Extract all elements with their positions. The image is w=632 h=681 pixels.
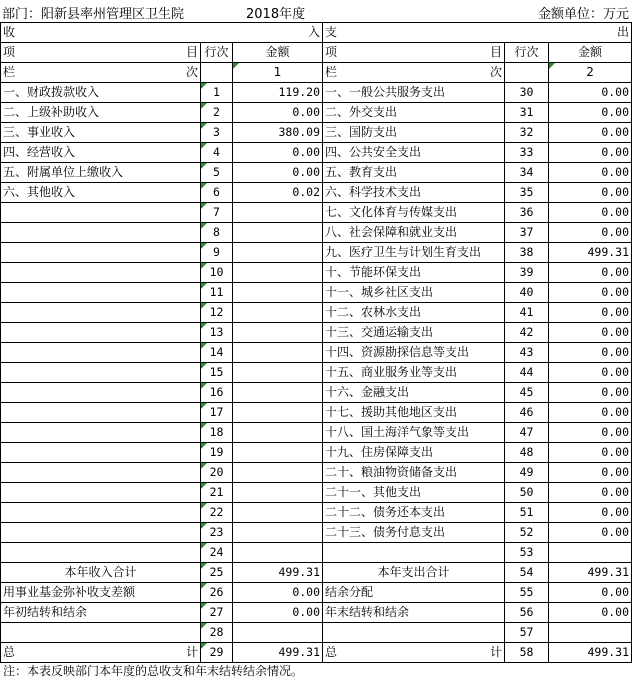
- expense-item: 七、文化体育与传媒支出: [323, 203, 505, 223]
- income-item: [1, 383, 201, 403]
- table-row: [1, 503, 632, 523]
- income-row-no: 4: [201, 143, 233, 163]
- expense-amount: 0.00: [549, 283, 632, 303]
- income-row-no: 13: [201, 323, 233, 343]
- expense-title-right: 出: [617, 25, 630, 39]
- income-amount: [233, 423, 323, 443]
- table-row: [1, 303, 632, 323]
- income-amount: [233, 303, 323, 323]
- expense-row-no: 48: [505, 443, 549, 463]
- expense-amount: 0.00: [549, 483, 632, 503]
- expense-amount: 0.00: [549, 83, 632, 103]
- income-amount: [233, 483, 323, 503]
- expense-row-no: 52: [505, 523, 549, 543]
- income-row-no: 14: [201, 343, 233, 363]
- expense-amount: 0.00: [549, 123, 632, 143]
- expense-item: 一、一般公共服务支出: [323, 83, 505, 103]
- expense-row-no: 32: [505, 123, 549, 143]
- expense-amount: 0.00: [549, 223, 632, 243]
- fund-gap-row-no: 26: [201, 583, 233, 603]
- table-row: [1, 103, 632, 123]
- income-item: [1, 523, 201, 543]
- table-row: [1, 443, 632, 463]
- table-row: [1, 183, 632, 203]
- income-amount: [233, 383, 323, 403]
- income-row-no: 1: [201, 83, 233, 103]
- income-column-label: 栏 次: [1, 63, 201, 83]
- column-number-row: [1, 63, 632, 83]
- expense-row-no: 38: [505, 243, 549, 263]
- income-amount: [233, 443, 323, 463]
- begin-balance-amount: 0.00: [233, 603, 323, 623]
- expense-item: 五、教育支出: [323, 163, 505, 183]
- income-row-no: 23: [201, 523, 233, 543]
- expense-row-no: 33: [505, 143, 549, 163]
- income-amount: 380.09: [233, 123, 323, 143]
- expense-row-no: 51: [505, 503, 549, 523]
- income-column-blank: [201, 63, 233, 83]
- table-row: [1, 483, 632, 503]
- income-item: 一、财政拨款收入: [1, 83, 201, 103]
- expense-row-no: 43: [505, 343, 549, 363]
- income-amount: [233, 283, 323, 303]
- expense-total-amount: 499.31: [549, 563, 632, 583]
- expense-amount: 0.00: [549, 263, 632, 283]
- expense-amount: 0.00: [549, 103, 632, 123]
- income-item: [1, 303, 201, 323]
- income-amount: [233, 263, 323, 283]
- report-year: 2018年度: [246, 7, 306, 22]
- expense-item: 三、国防支出: [323, 123, 505, 143]
- income-item: [1, 483, 201, 503]
- expense-item: 四、公共安全支出: [323, 143, 505, 163]
- expense-row-no: 53: [505, 543, 549, 563]
- table-row: [1, 263, 632, 283]
- column-header-row: [1, 43, 632, 63]
- expense-amount: 0.00: [549, 423, 632, 443]
- expense-column-label: 栏 次: [323, 63, 505, 83]
- end-balance-row-no: 56: [505, 603, 549, 623]
- expense-row-no: 42: [505, 323, 549, 343]
- table-row: [1, 323, 632, 343]
- expense-item: 十四、资源勘探信息等支出: [323, 343, 505, 363]
- expense-item: 十、节能环保支出: [323, 263, 505, 283]
- income-item-header: 项 目: [1, 43, 201, 63]
- income-row-no: 3: [201, 123, 233, 143]
- income-row-no: 22: [201, 503, 233, 523]
- grand-total-row: [1, 643, 632, 663]
- expense-row-no: 49: [505, 463, 549, 483]
- table-row: [1, 223, 632, 243]
- expense-row-no: 50: [505, 483, 549, 503]
- income-amount: [233, 343, 323, 363]
- expense-row-no: 36: [505, 203, 549, 223]
- income-amount: [233, 223, 323, 243]
- income-amount: [233, 203, 323, 223]
- income-row-no: 16: [201, 383, 233, 403]
- income-item: [1, 443, 201, 463]
- income-column-number: 1: [233, 63, 323, 83]
- income-amount-header: 金额: [233, 43, 323, 63]
- blank-expense-item: [323, 623, 505, 643]
- income-item: [1, 343, 201, 363]
- table-row: [1, 123, 632, 143]
- amount-unit: 金额单位：万元: [537, 7, 629, 22]
- expense-amount: 0.00: [549, 363, 632, 383]
- income-row-header: 行次: [201, 43, 233, 63]
- expense-amount: 0.00: [549, 303, 632, 323]
- table-row: [1, 83, 632, 103]
- grand-total-income-amount: 499.31: [233, 643, 323, 663]
- expense-item: 九、医疗卫生与计划生育支出: [323, 243, 505, 263]
- grand-total-expense-row-no: 58: [505, 643, 549, 663]
- income-item: [1, 203, 201, 223]
- expense-amount: 0.00: [549, 203, 632, 223]
- expense-total-label: 本年支出合计: [323, 563, 505, 583]
- income-item: [1, 223, 201, 243]
- expense-amount: 0.00: [549, 463, 632, 483]
- surplus-dist-amount: 0.00: [549, 583, 632, 603]
- fund-gap-amount: 0.00: [233, 583, 323, 603]
- income-amount: [233, 463, 323, 483]
- total-row: [1, 563, 632, 583]
- expense-amount: 0.00: [549, 503, 632, 523]
- income-row-no: 2: [201, 103, 233, 123]
- expense-amount: 0.00: [549, 143, 632, 163]
- income-amount: [233, 503, 323, 523]
- expense-row-header: 行次: [505, 43, 549, 63]
- expense-item: 十三、交通运输支出: [323, 323, 505, 343]
- expense-row-no: 46: [505, 403, 549, 423]
- end-balance-amount: 0.00: [549, 603, 632, 623]
- blank-income-item: [1, 623, 201, 643]
- income-title-cell: [1, 23, 323, 43]
- department-label: 部门：阳新县率州管理区卫生院: [2, 7, 185, 22]
- income-amount: [233, 323, 323, 343]
- income-item: [1, 283, 201, 303]
- table-row: [1, 423, 632, 443]
- income-title-left: 收: [3, 25, 16, 39]
- income-row-no: 12: [201, 303, 233, 323]
- income-item: [1, 263, 201, 283]
- income-row-no: 15: [201, 363, 233, 383]
- expense-item: 二十三、债务付息支出: [323, 523, 505, 543]
- expense-item: 十六、金融支出: [323, 383, 505, 403]
- income-item: [1, 463, 201, 483]
- expense-total-row-no: 54: [505, 563, 549, 583]
- income-row-no: 20: [201, 463, 233, 483]
- income-amount: [233, 543, 323, 563]
- table-row: [1, 523, 632, 543]
- expense-amount: 0.00: [549, 383, 632, 403]
- table-row: [1, 383, 632, 403]
- fund-gap-row: [1, 583, 632, 603]
- expense-item: [323, 543, 505, 563]
- expense-item: 十九、住房保障支出: [323, 443, 505, 463]
- income-amount: 0.00: [233, 163, 323, 183]
- income-row-no: 6: [201, 183, 233, 203]
- table-row: [1, 363, 632, 383]
- expense-amount: 0.00: [549, 183, 632, 203]
- income-row-no: 19: [201, 443, 233, 463]
- expense-item: 二、外交支出: [323, 103, 505, 123]
- table-row: [1, 543, 632, 563]
- income-item: [1, 243, 201, 263]
- expense-row-no: 39: [505, 263, 549, 283]
- income-total-amount: 499.31: [233, 563, 323, 583]
- income-amount: 0.00: [233, 103, 323, 123]
- expense-item: 十八、国土海洋气象等支出: [323, 423, 505, 443]
- footnote: 注：本表反映部门本年度的总收支和年末结转结余情况。: [3, 664, 304, 678]
- expense-row-no: 40: [505, 283, 549, 303]
- income-row-no: 18: [201, 423, 233, 443]
- income-expense-table: [0, 22, 632, 663]
- table-row: [1, 203, 632, 223]
- expense-row-no: 37: [505, 223, 549, 243]
- surplus-dist-label: 结余分配: [323, 583, 505, 603]
- income-row-no: 5: [201, 163, 233, 183]
- expense-row-no: 31: [505, 103, 549, 123]
- table-row: [1, 343, 632, 363]
- expense-amount: 0.00: [549, 323, 632, 343]
- expense-amount: 499.31: [549, 243, 632, 263]
- table-row: [1, 403, 632, 423]
- expense-amount-header: 金额: [549, 43, 632, 63]
- grand-total-expense-amount: 499.31: [549, 643, 632, 663]
- expense-title-left: 支: [325, 25, 338, 39]
- income-row-no: 7: [201, 203, 233, 223]
- income-row-no: 21: [201, 483, 233, 503]
- table-title-row: [1, 23, 632, 43]
- blank-row: [1, 623, 632, 643]
- expense-item: 二十、粮油物资储备支出: [323, 463, 505, 483]
- expense-row-no: 47: [505, 423, 549, 443]
- income-item: 二、上级补助收入: [1, 103, 201, 123]
- expense-amount: 0.00: [549, 403, 632, 423]
- income-item: [1, 323, 201, 343]
- expense-item: 十五、商业服务业等支出: [323, 363, 505, 383]
- income-row-no: 17: [201, 403, 233, 423]
- expense-item: 六、科学技术支出: [323, 183, 505, 203]
- expense-item: 八、社会保障和就业支出: [323, 223, 505, 243]
- expense-item-header: 项 目: [323, 43, 505, 63]
- income-row-no: 24: [201, 543, 233, 563]
- income-item: 四、经营收入: [1, 143, 201, 163]
- expense-row-no: 34: [505, 163, 549, 183]
- income-item: 三、事业收入: [1, 123, 201, 143]
- income-amount: 119.20: [233, 83, 323, 103]
- grand-total-income-label: 总 计: [1, 643, 201, 663]
- expense-row-no: 30: [505, 83, 549, 103]
- income-item: [1, 403, 201, 423]
- income-row-no: 8: [201, 223, 233, 243]
- expense-amount: 0.00: [549, 523, 632, 543]
- table-row: [1, 143, 632, 163]
- expense-amount: 0.00: [549, 343, 632, 363]
- income-item: [1, 363, 201, 383]
- end-balance-label: 年末结转和结余: [323, 603, 505, 623]
- fund-gap-label: 用事业基金弥补收支差额: [1, 583, 201, 603]
- grand-total-income-row-no: 29: [201, 643, 233, 663]
- income-item: 五、附属单位上缴收入: [1, 163, 201, 183]
- blank-expense-amount: [549, 623, 632, 643]
- table-row: [1, 283, 632, 303]
- expense-item: 二十二、债务还本支出: [323, 503, 505, 523]
- expense-item: 二十一、其他支出: [323, 483, 505, 503]
- expense-item: 十二、农林水支出: [323, 303, 505, 323]
- table-row: [1, 463, 632, 483]
- income-amount: [233, 363, 323, 383]
- income-amount: 0.00: [233, 143, 323, 163]
- begin-balance-row-no: 27: [201, 603, 233, 623]
- income-item: 六、其他收入: [1, 183, 201, 203]
- expense-amount: 0.00: [549, 443, 632, 463]
- income-title-right: 入: [308, 25, 321, 39]
- income-item: [1, 543, 201, 563]
- income-item: [1, 503, 201, 523]
- blank-income-row-no: 28: [201, 623, 233, 643]
- grand-total-expense-label: 总 计: [323, 643, 505, 663]
- expense-row-no: 35: [505, 183, 549, 203]
- expense-item: 十一、城乡社区支出: [323, 283, 505, 303]
- income-row-no: 11: [201, 283, 233, 303]
- expense-item: 十七、援助其他地区支出: [323, 403, 505, 423]
- income-item: [1, 423, 201, 443]
- begin-balance-label: 年初结转和结余: [1, 603, 201, 623]
- expense-amount: [549, 543, 632, 563]
- expense-row-no: 45: [505, 383, 549, 403]
- report-header: [0, 0, 632, 22]
- income-amount: [233, 523, 323, 543]
- blank-expense-row-no: 57: [505, 623, 549, 643]
- table-row: [1, 163, 632, 183]
- table-row: [1, 243, 632, 263]
- income-amount: 0.02: [233, 183, 323, 203]
- income-amount: [233, 403, 323, 423]
- balance-row: [1, 603, 632, 623]
- expense-column-number: 2: [549, 63, 632, 83]
- expense-row-no: 44: [505, 363, 549, 383]
- expense-amount: 0.00: [549, 163, 632, 183]
- surplus-dist-row-no: 55: [505, 583, 549, 603]
- expense-row-no: 41: [505, 303, 549, 323]
- expense-column-blank: [505, 63, 549, 83]
- income-total-label: 本年收入合计: [1, 563, 201, 583]
- blank-income-amount: [233, 623, 323, 643]
- expense-title-cell: [323, 23, 632, 43]
- income-row-no: 10: [201, 263, 233, 283]
- income-row-no: 9: [201, 243, 233, 263]
- income-amount: [233, 243, 323, 263]
- income-total-row-no: 25: [201, 563, 233, 583]
